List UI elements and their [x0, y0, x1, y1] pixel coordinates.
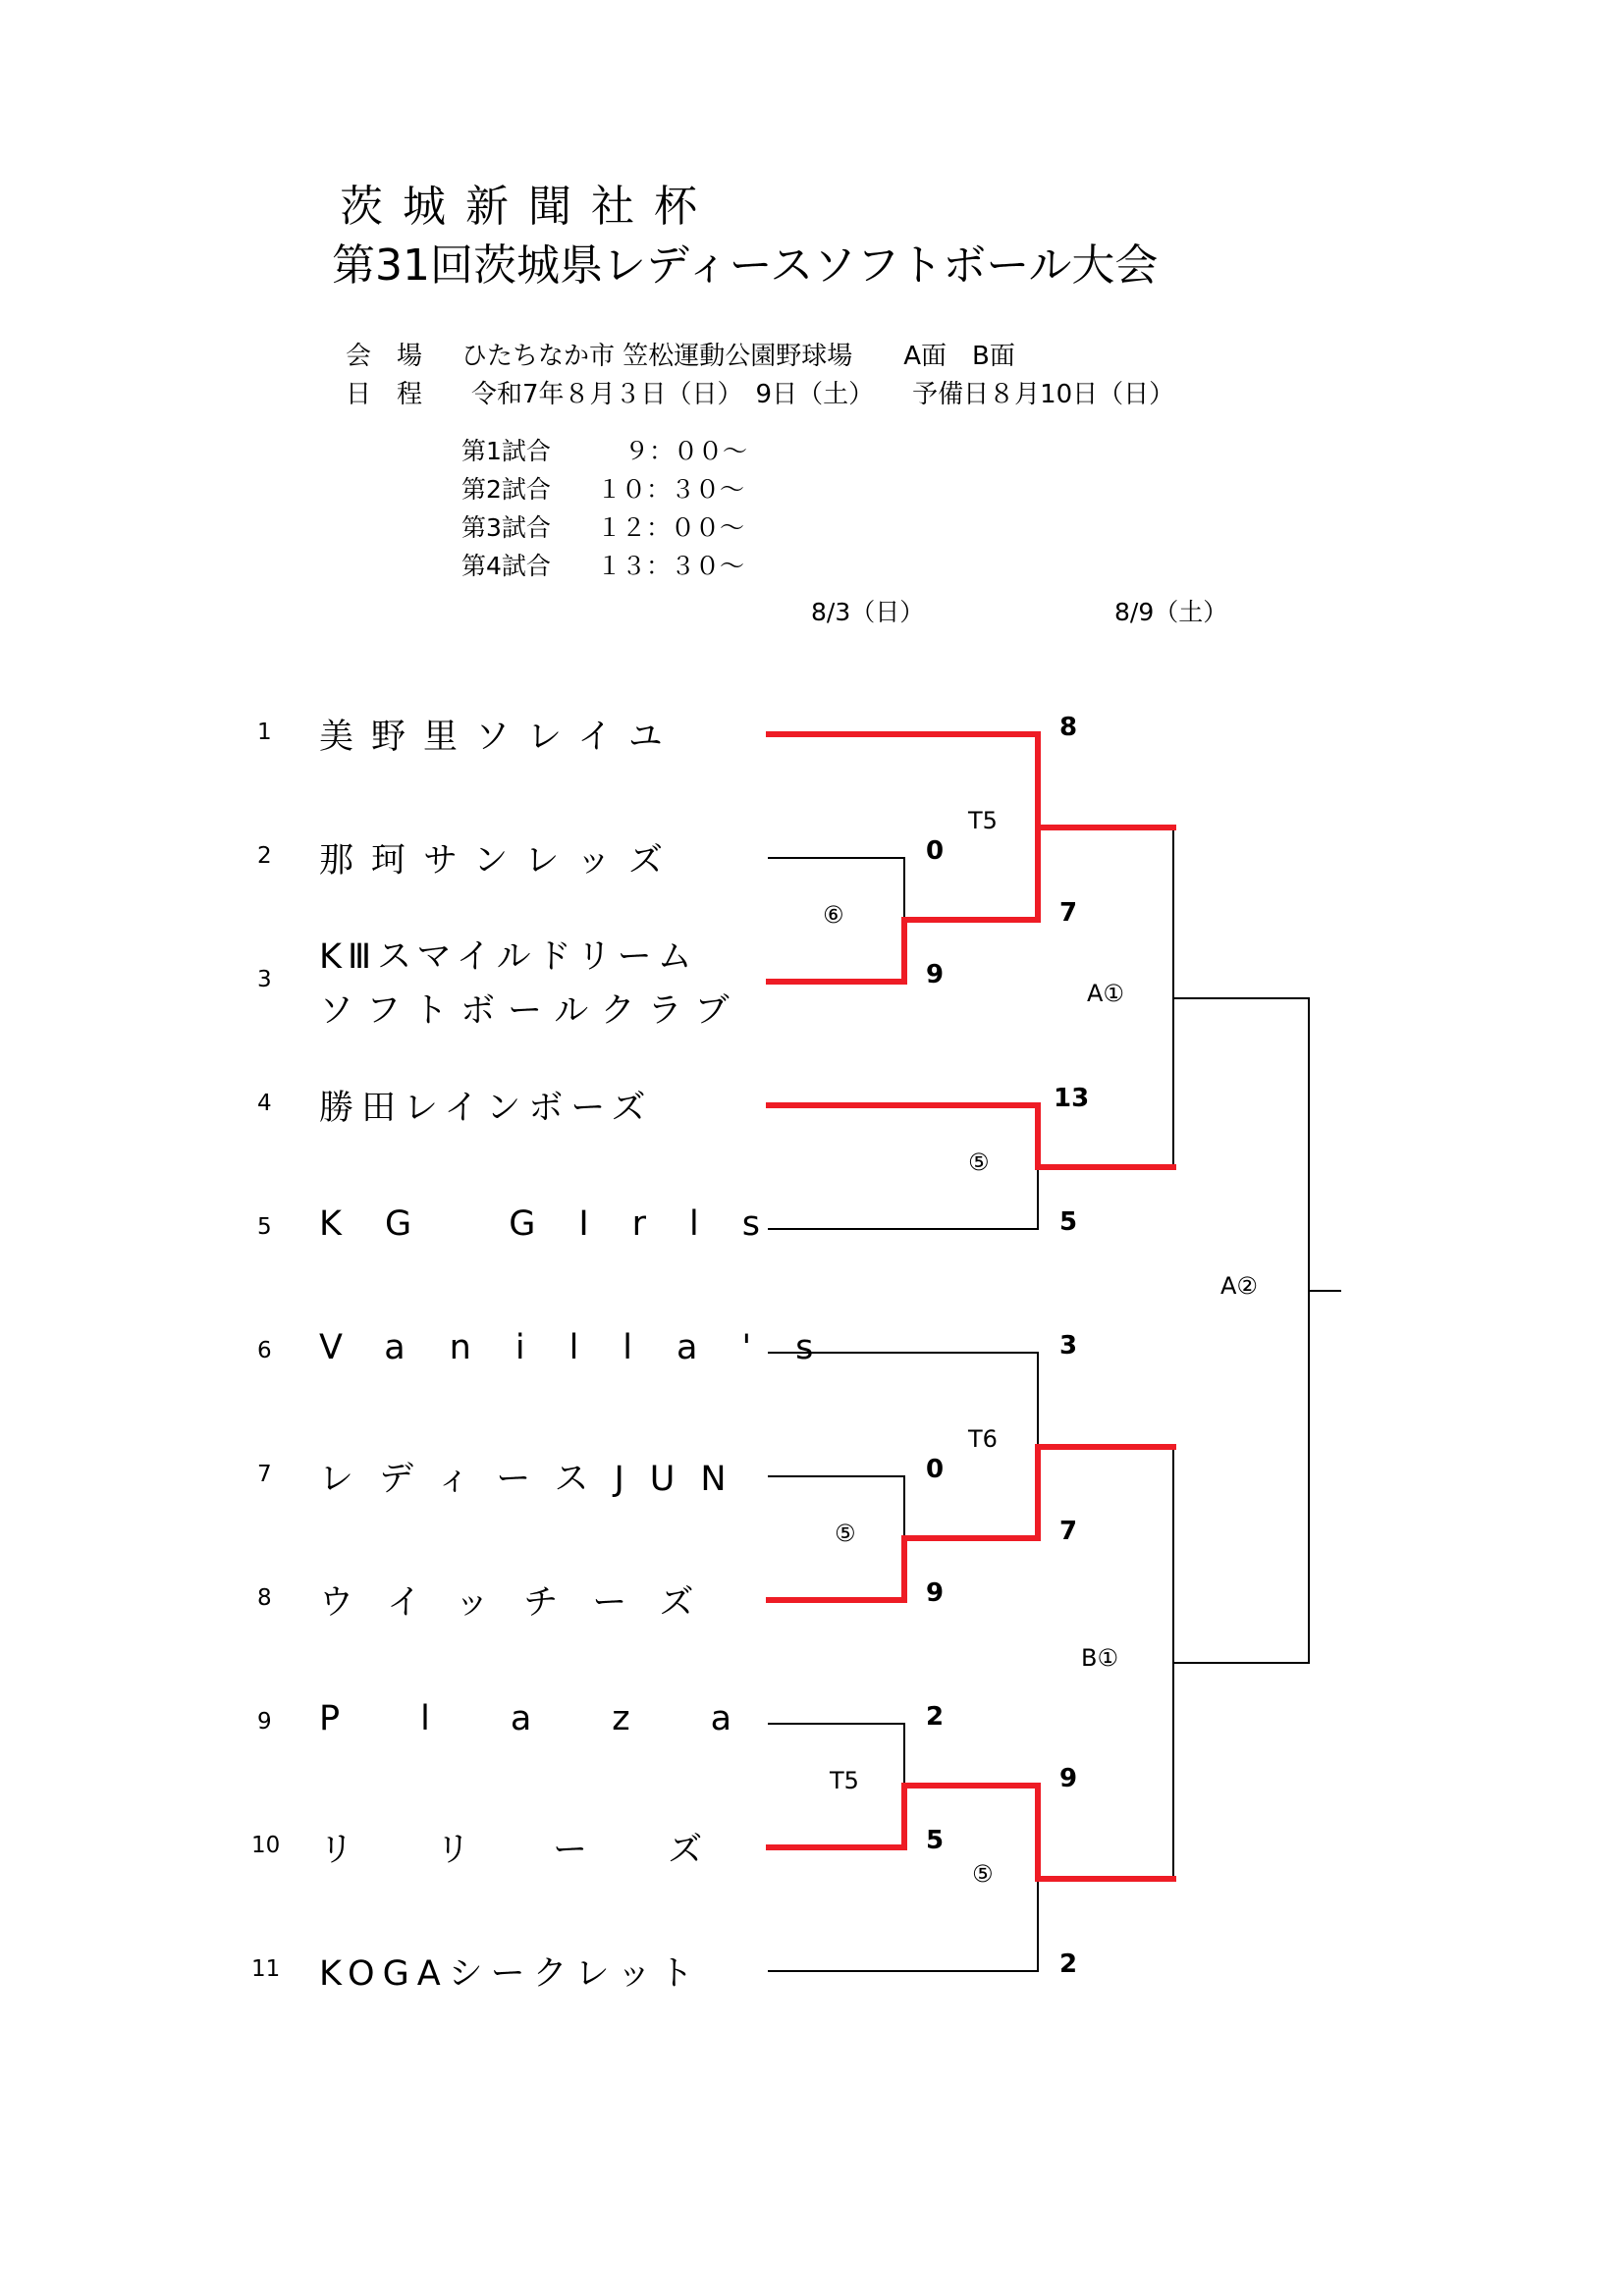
team-number: 4: [257, 1091, 272, 1116]
team-name-6: Vanilla's: [319, 1328, 858, 1367]
team-number: 6: [257, 1338, 272, 1363]
bracket-line-a1-to-final: [1173, 998, 1309, 1291]
score: 9: [1059, 1764, 1078, 1793]
schedule-time-3: １２：００～: [597, 513, 745, 542]
round1-date: 8/3（日）: [811, 598, 925, 626]
venue-value: ひたちなか市 笠松運動公園野球場 A面 B面: [461, 342, 1015, 371]
team-name-8: ウイッチーズ: [319, 1583, 729, 1623]
match-label: ⑥: [823, 901, 844, 929]
team-name-9: Plaza: [319, 1699, 813, 1738]
team-name-3-line2: ソフトボールクラブ: [319, 991, 742, 1031]
score: 9: [926, 960, 945, 989]
venue-label: 会 場: [346, 342, 423, 371]
match-label: T5: [830, 1767, 859, 1794]
score: 9: [926, 1578, 945, 1608]
team-name-5: KG GIrls: [319, 1204, 803, 1244]
schedule-game-1: 第1試合: [461, 437, 551, 465]
dates-label: 日 程: [346, 380, 423, 409]
match-label: T6: [968, 1425, 998, 1453]
team-number: 7: [257, 1462, 272, 1487]
schedule-time-2: １０：３０～: [597, 475, 745, 504]
score: 0: [926, 1455, 945, 1484]
schedule-game-4: 第4試合: [461, 552, 551, 580]
team-name-10: リリーズ: [319, 1831, 785, 1870]
match-label: B①: [1081, 1644, 1118, 1672]
bracket-line-team11: [769, 1879, 1038, 1971]
team-name-2: 那珂サンレッズ: [319, 841, 681, 881]
match-label: ⑤: [835, 1520, 856, 1547]
dates-value: 令和7年８月３日（日） 9日（土） 予備日８月10日（日）: [471, 380, 1175, 409]
team-number: 11: [251, 1956, 281, 1982]
team-number: 10: [251, 1833, 281, 1858]
score: 7: [1059, 1517, 1078, 1546]
team-name-4: 勝田レインボーズ: [319, 1089, 654, 1128]
match-label: A②: [1220, 1272, 1258, 1300]
team-number: 9: [257, 1709, 272, 1735]
match-label: T5: [968, 807, 998, 834]
team-name-11: KOGAシークレット: [319, 1954, 702, 1994]
team-number: 8: [257, 1585, 272, 1611]
bracket-line-b1-to-final: [1173, 1291, 1309, 1663]
tournament-title: 第31回茨城県レディースソフトボール大会: [332, 240, 1159, 291]
team-number: 1: [257, 720, 272, 745]
score: 13: [1054, 1084, 1090, 1113]
schedule-time-1: ９：００～: [624, 437, 748, 465]
winner-line-team10: [769, 1786, 1173, 1879]
score: 0: [926, 836, 945, 866]
team-name-7: レディースJUN: [319, 1460, 752, 1499]
score: 2: [926, 1702, 945, 1732]
team-name-3-line1: KⅢスマイルドリーム: [319, 937, 698, 977]
team-number: 2: [257, 843, 272, 869]
team-number: 5: [257, 1214, 272, 1240]
score: 5: [1059, 1207, 1078, 1237]
score: 5: [926, 1826, 945, 1855]
score: 3: [1059, 1331, 1078, 1361]
winner-line-team8: [769, 1447, 1173, 1600]
schedule-game-3: 第3試合: [461, 513, 551, 542]
score: 2: [1059, 1949, 1078, 1979]
bracket-line-team5: [769, 1167, 1038, 1229]
match-label: A①: [1087, 980, 1124, 1007]
score: 7: [1059, 898, 1078, 928]
team-number: 3: [257, 967, 272, 992]
match-label: ⑤: [972, 1860, 994, 1888]
schedule-game-2: 第2試合: [461, 475, 551, 504]
match-label: ⑤: [968, 1148, 990, 1176]
tournament-sponsor-title: 茨城新聞社杯: [340, 182, 717, 232]
team-name-1: 美野里ソレイユ: [319, 718, 680, 757]
schedule-time-4: １３：３０～: [597, 552, 745, 580]
score: 8: [1059, 713, 1078, 742]
round2-date: 8/9（土）: [1114, 598, 1228, 626]
